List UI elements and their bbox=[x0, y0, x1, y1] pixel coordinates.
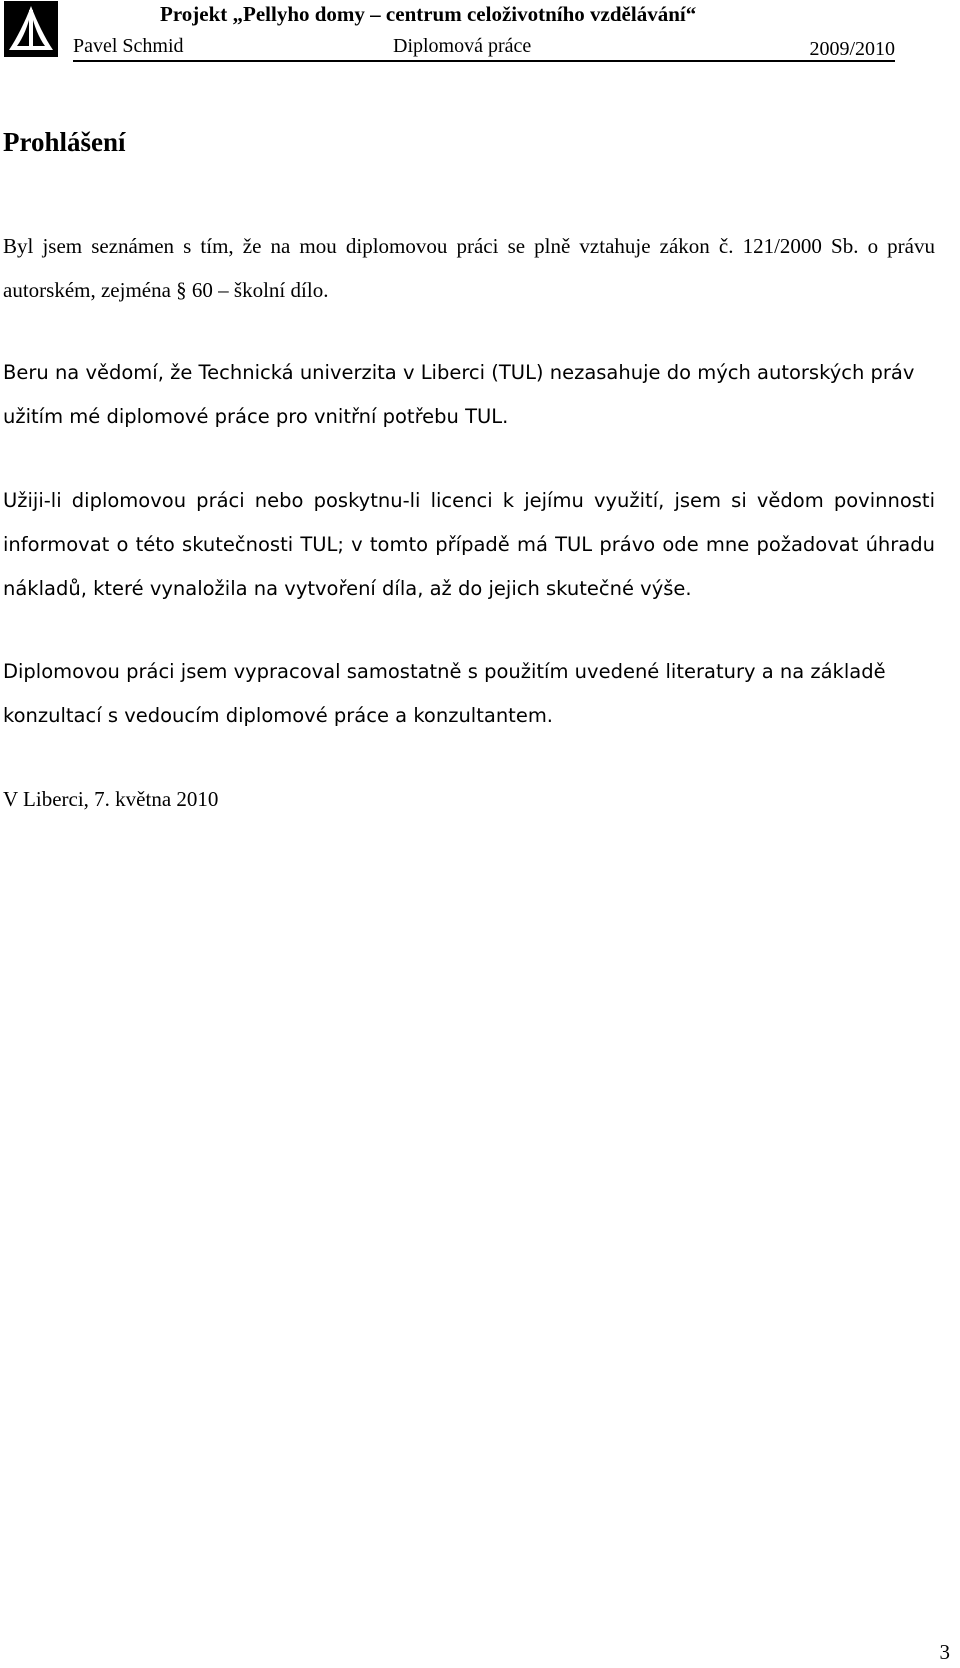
paragraph-declaration: Diplomovou práci jsem vypracoval samostatně s použitím uvedené literatury a na základě konzultací s vedoucím diplomové práce a konzultantem. bbox=[3, 660, 886, 727]
paragraph-tul-rights: Beru na vědomí, že Technická univerzita v Liberci (TUL) nezasahuje do mých autorských práv užitím mé diplomové práce pro vnitřní potřebu TUL. bbox=[3, 361, 915, 428]
paragraph-copyright: Byl jsem seznámen s tím, že na mou diplomovou práci se plně vztahuje zákon č. 121/2000 Sb. o právu autorském, zejména § 60 – školní dílo. bbox=[3, 234, 935, 302]
document-type: Diplomová práce bbox=[393, 35, 532, 57]
paragraph-license: Užiji-li diplomovou práci nebo poskytnu-li licenci k jejímu využití, jsem si vědom povinnosti informovat o této skutečnosti TUL; v tomto případě má TUL právo ode mne požadovat úhradu nákladů, které vynaložila na vytvoření díla, až do jejich skutečné výše. bbox=[3, 489, 935, 600]
page-number: 3 bbox=[939, 1640, 950, 1664]
academic-year: 2009/2010 bbox=[809, 38, 895, 60]
university-logo-icon bbox=[3, 0, 59, 58]
project-title: Projekt „Pellyho domy – centrum celoživotního vzdělávání“ bbox=[160, 2, 697, 26]
place-date: V Liberci, 7. května 2010 bbox=[3, 787, 219, 811]
header-info-row bbox=[73, 33, 895, 62]
page-title: Prohlášení bbox=[3, 127, 126, 157]
author-name: Pavel Schmid bbox=[73, 35, 184, 57]
